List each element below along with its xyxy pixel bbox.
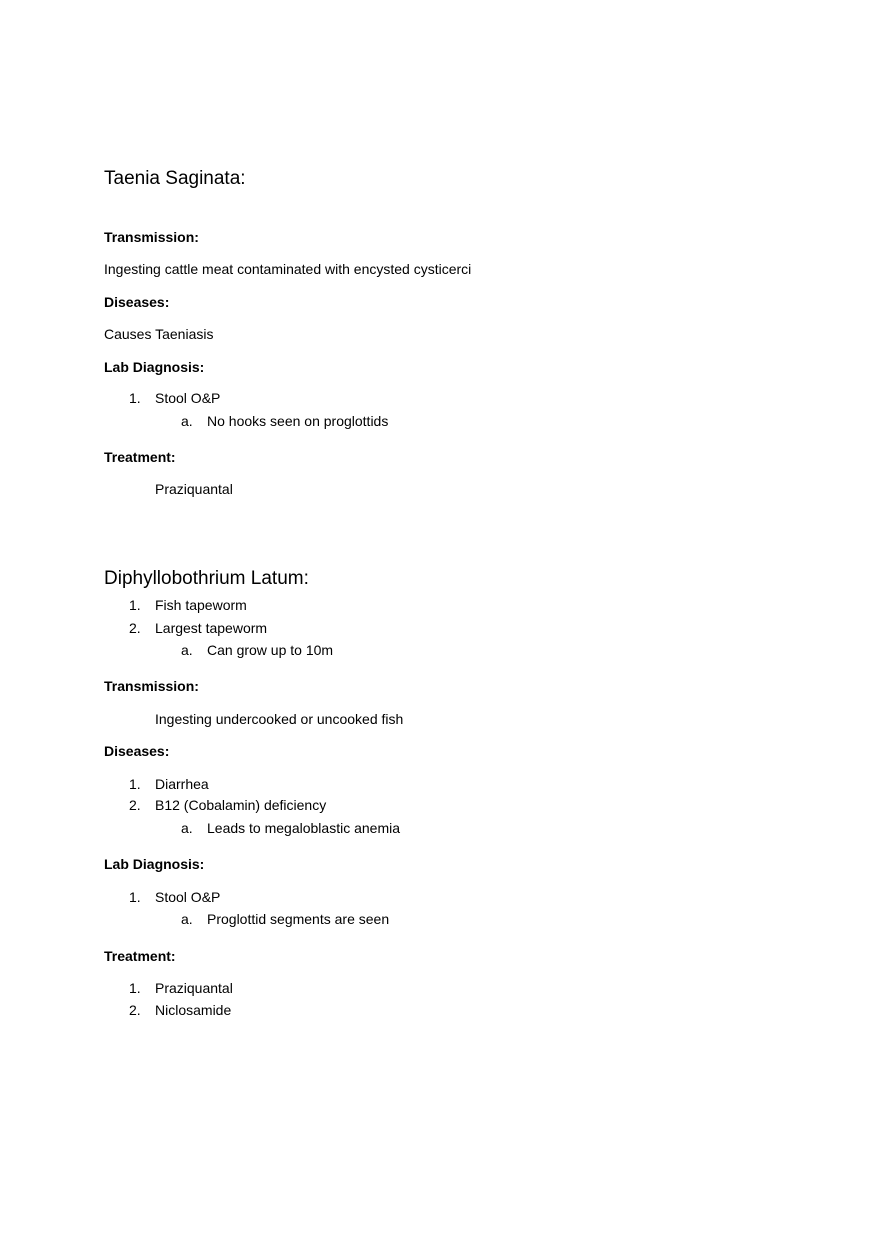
list-number: 1.: [129, 597, 141, 613]
list-number: 1.: [129, 390, 141, 406]
list-number: 2.: [129, 620, 141, 636]
sublist-item: Proglottid segments are seen: [207, 911, 390, 927]
list-item: Stool O&P: [155, 889, 221, 905]
list-number: 2.: [129, 1002, 141, 1018]
diseases-label: Diseases:: [104, 743, 170, 759]
section-title: Taenia Saginata:: [104, 168, 246, 189]
list-item: B12 (Cobalamin) deficiency: [155, 797, 327, 813]
section-title: Diphyllobothrium Latum:: [104, 568, 309, 589]
diseases-label: Diseases:: [104, 294, 170, 310]
transmission-text: Ingesting undercooked or uncooked fish: [155, 711, 404, 727]
list-number: 1.: [129, 889, 141, 905]
list-number: 2.: [129, 797, 141, 813]
sublist-item: No hooks seen on proglottids: [207, 413, 389, 429]
list-item: Praziquantal: [155, 980, 233, 996]
list-item: Stool O&P: [155, 390, 221, 406]
list-number: 1.: [129, 776, 141, 792]
sublist-item: Can grow up to 10m: [207, 642, 334, 658]
sublist-letter: a.: [181, 413, 193, 429]
transmission-label: Transmission:: [104, 229, 199, 245]
list-item: Fish tapeworm: [155, 597, 247, 613]
sublist-item: Leads to megaloblastic anemia: [207, 820, 401, 836]
sublist-letter: a.: [181, 911, 193, 927]
treatment-label: Treatment:: [104, 449, 176, 465]
transmission-text: Ingesting cattle meat contaminated with encysted cysticerci: [104, 261, 472, 277]
lab-diagnosis-label: Lab Diagnosis:: [104, 359, 205, 375]
diseases-text: Causes Taeniasis: [104, 326, 214, 342]
list-item: Diarrhea: [155, 776, 209, 792]
lab-diagnosis-label: Lab Diagnosis:: [104, 856, 205, 872]
transmission-label: Transmission:: [104, 678, 199, 694]
treatment-label: Treatment:: [104, 948, 176, 964]
list-number: 1.: [129, 980, 141, 996]
sublist-letter: a.: [181, 642, 193, 658]
sublist-letter: a.: [181, 820, 193, 836]
list-item: Niclosamide: [155, 1002, 232, 1018]
list-item: Largest tapeworm: [155, 620, 268, 636]
treatment-text: Praziquantal: [155, 481, 233, 497]
